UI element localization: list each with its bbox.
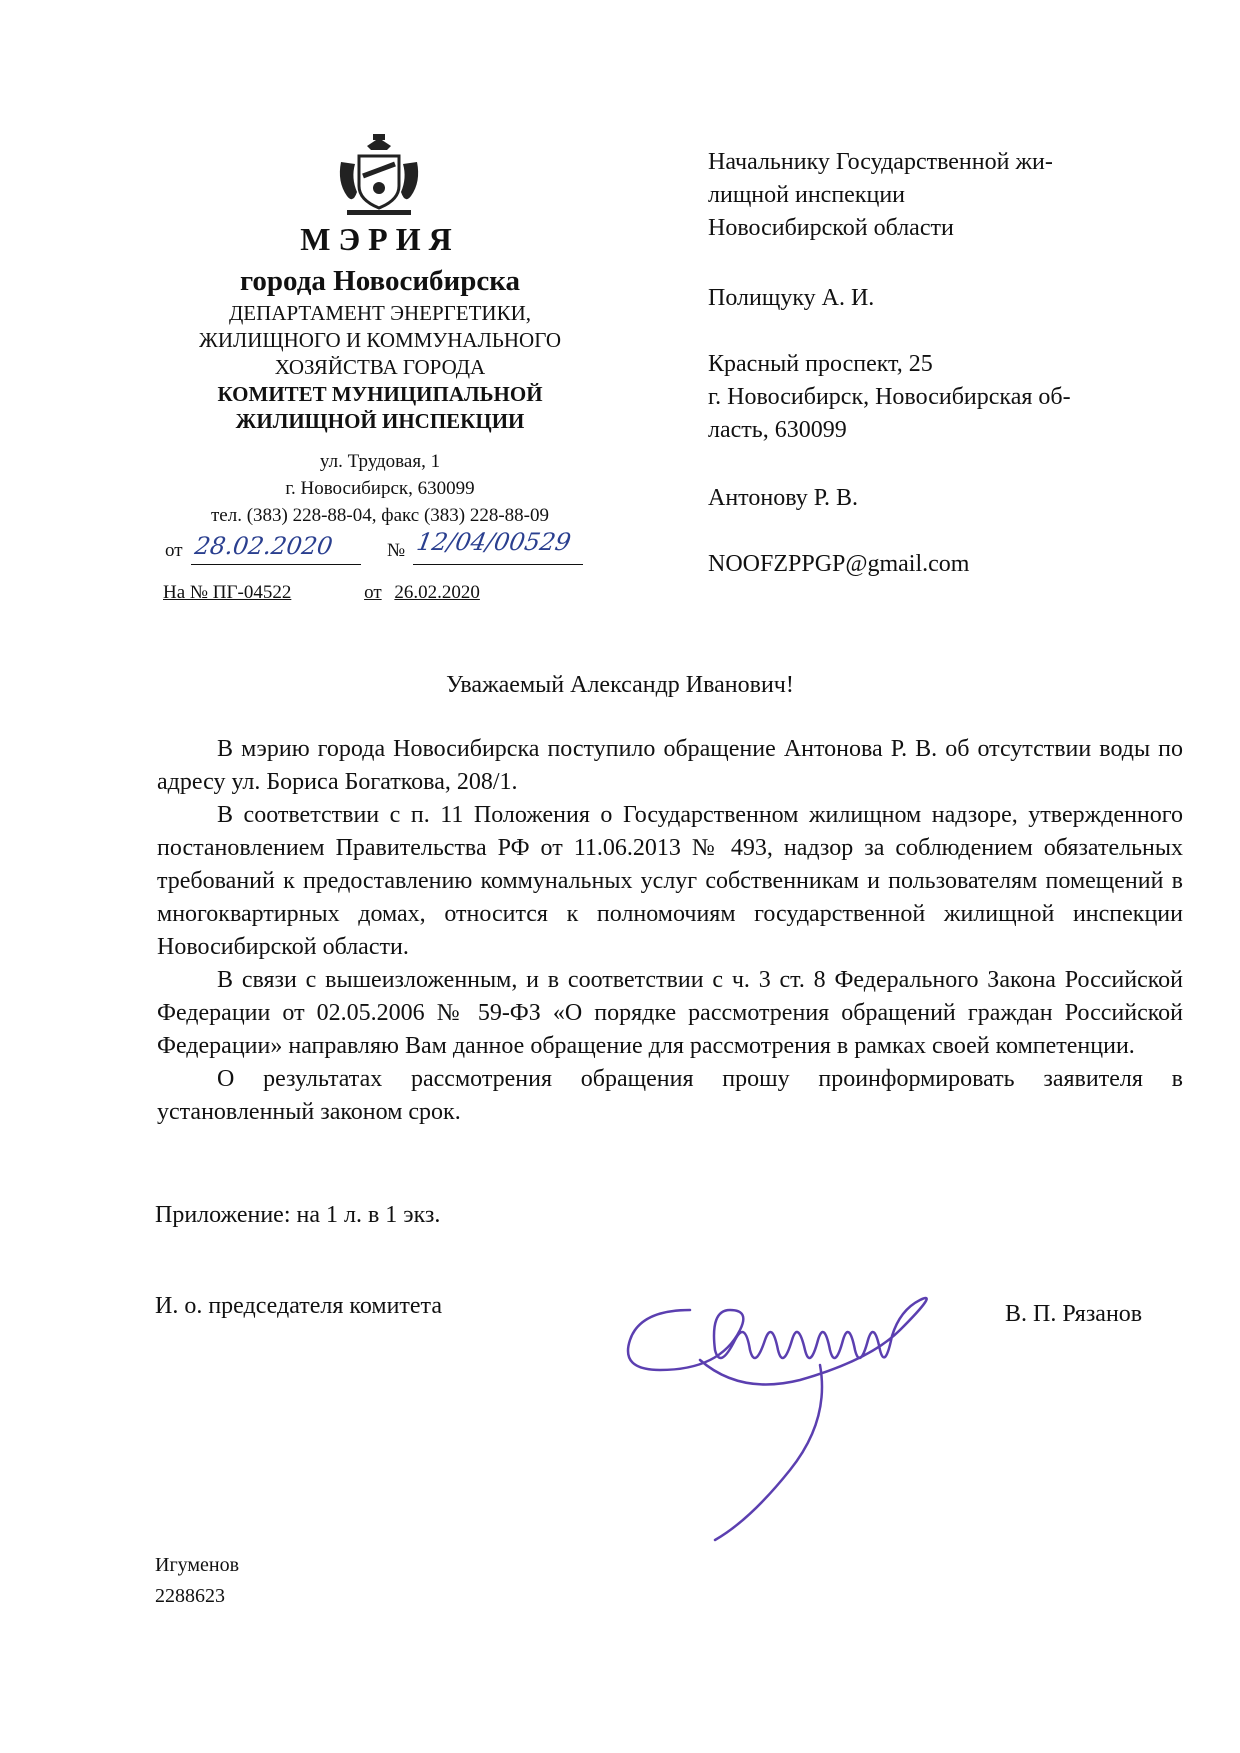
copy-recipient-email: NOOFZPPGP@gmail.com bbox=[708, 551, 970, 577]
department-line: ХОЗЯЙСТВА ГОРОДА bbox=[274, 355, 486, 379]
letter-body bbox=[157, 733, 1183, 1129]
recipient-position-line: лищной инспекции bbox=[708, 182, 906, 208]
recipient-position-line: Новосибирской области bbox=[708, 215, 954, 241]
registration-date: 28.02.2020 bbox=[193, 532, 335, 560]
body-paragraph: В связи с вышеизложенным, и в соответствии с ч. 3 ст. 8 Федерального Закона Российской Федерации от 02.05.2006 № 59-ФЗ «О порядке рассмотрения обращений граждан Российской Федерации» направляю Вам данное обращение для рассмотрения в рамках своей компетенции. bbox=[157, 967, 1183, 1059]
body-paragraph: О результатах рассмотрения обращения прошу проинформировать заявителя в установленный законом срок. bbox=[157, 1066, 1183, 1125]
reference-date: 26.02.2020 bbox=[394, 582, 480, 603]
recipient-address-line: Красный проспект, 25 bbox=[708, 351, 933, 377]
reference-number: На № ПГ-04522 bbox=[163, 582, 292, 603]
mayoralty-title: МЭРИЯ bbox=[300, 221, 460, 257]
body-paragraph: В соответствии с п. 11 Положения о Государственном жилищном надзоре, утвержденного постановлением Правительства РФ от 11.06.2013 № 493, надзор за соблюдением обязательных требований к предоставлению коммунальных услуг собственникам и пользователям помещений в многоквартирных домах, относится к полномочиям государственной жилищной инспекции Новосибирской области. bbox=[157, 802, 1183, 960]
executor-info bbox=[155, 1550, 239, 1612]
department-line: ДЕПАРТАМЕНТ ЭНЕРГЕТИКИ, bbox=[228, 301, 532, 325]
body-paragraph: В мэрию города Новосибирска поступило обращение Антонова Р. В. об отсутствии воды по адресу ул. Бориса Богаткова, 208/1. bbox=[157, 736, 1183, 795]
city-name: города Новосибирска bbox=[239, 265, 521, 297]
recipient-address-line: г. Новосибирск, Новосибирская об- bbox=[708, 384, 1071, 410]
sender-address bbox=[160, 448, 600, 529]
number-underline bbox=[413, 564, 583, 565]
signature-scribble-icon bbox=[600, 1270, 1000, 1550]
committee-line: КОМИТЕТ МУНИЦИПАЛЬНОЙ bbox=[217, 382, 543, 406]
committee-line: ЖИЛИЩНОЙ ИНСПЕКЦИИ bbox=[235, 409, 525, 433]
executor-phone: 2288623 bbox=[155, 1585, 225, 1607]
committee-name bbox=[160, 381, 600, 435]
recipient-address-line: ласть, 630099 bbox=[708, 417, 847, 443]
copy-recipient-name: Антонову Р. В. bbox=[708, 485, 859, 511]
registration-from-label: от bbox=[165, 540, 183, 561]
registration-number: 12/04/00529 bbox=[414, 528, 574, 556]
address-line: тел. (383) 228-88-04, факс (383) 228-88-09 bbox=[210, 505, 550, 526]
recipient-address bbox=[708, 348, 1188, 447]
signer-title: И. о. председателя комитета bbox=[155, 1293, 442, 1319]
registration-number-label: № bbox=[387, 540, 406, 561]
coat-of-arms-emblem bbox=[333, 132, 425, 218]
annex-note: Приложение: на 1 л. в 1 экз. bbox=[155, 1202, 441, 1228]
reference-line bbox=[163, 582, 583, 604]
recipient-name: Полищуку А. И. bbox=[708, 285, 875, 311]
department-name bbox=[160, 300, 600, 381]
coat-of-arms-icon bbox=[333, 132, 425, 218]
date-underline bbox=[191, 564, 361, 565]
registration-line bbox=[165, 530, 645, 570]
reference-from-label: от bbox=[364, 582, 382, 603]
recipient-position bbox=[708, 146, 1188, 245]
address-line: г. Новосибирск, 630099 bbox=[285, 478, 475, 499]
handwritten-signature bbox=[600, 1270, 1000, 1550]
department-line: ЖИЛИЩНОГО И КОММУНАЛЬНОГО bbox=[199, 328, 561, 352]
signer-name: В. П. Рязанов bbox=[1005, 1301, 1143, 1327]
recipient-position-line: Начальнику Государственной жи- bbox=[708, 149, 1053, 175]
salutation: Уважаемый Александр Иванович! bbox=[446, 672, 794, 698]
address-line: ул. Трудовая, 1 bbox=[319, 451, 441, 472]
executor-name: Игуменов bbox=[155, 1554, 240, 1576]
